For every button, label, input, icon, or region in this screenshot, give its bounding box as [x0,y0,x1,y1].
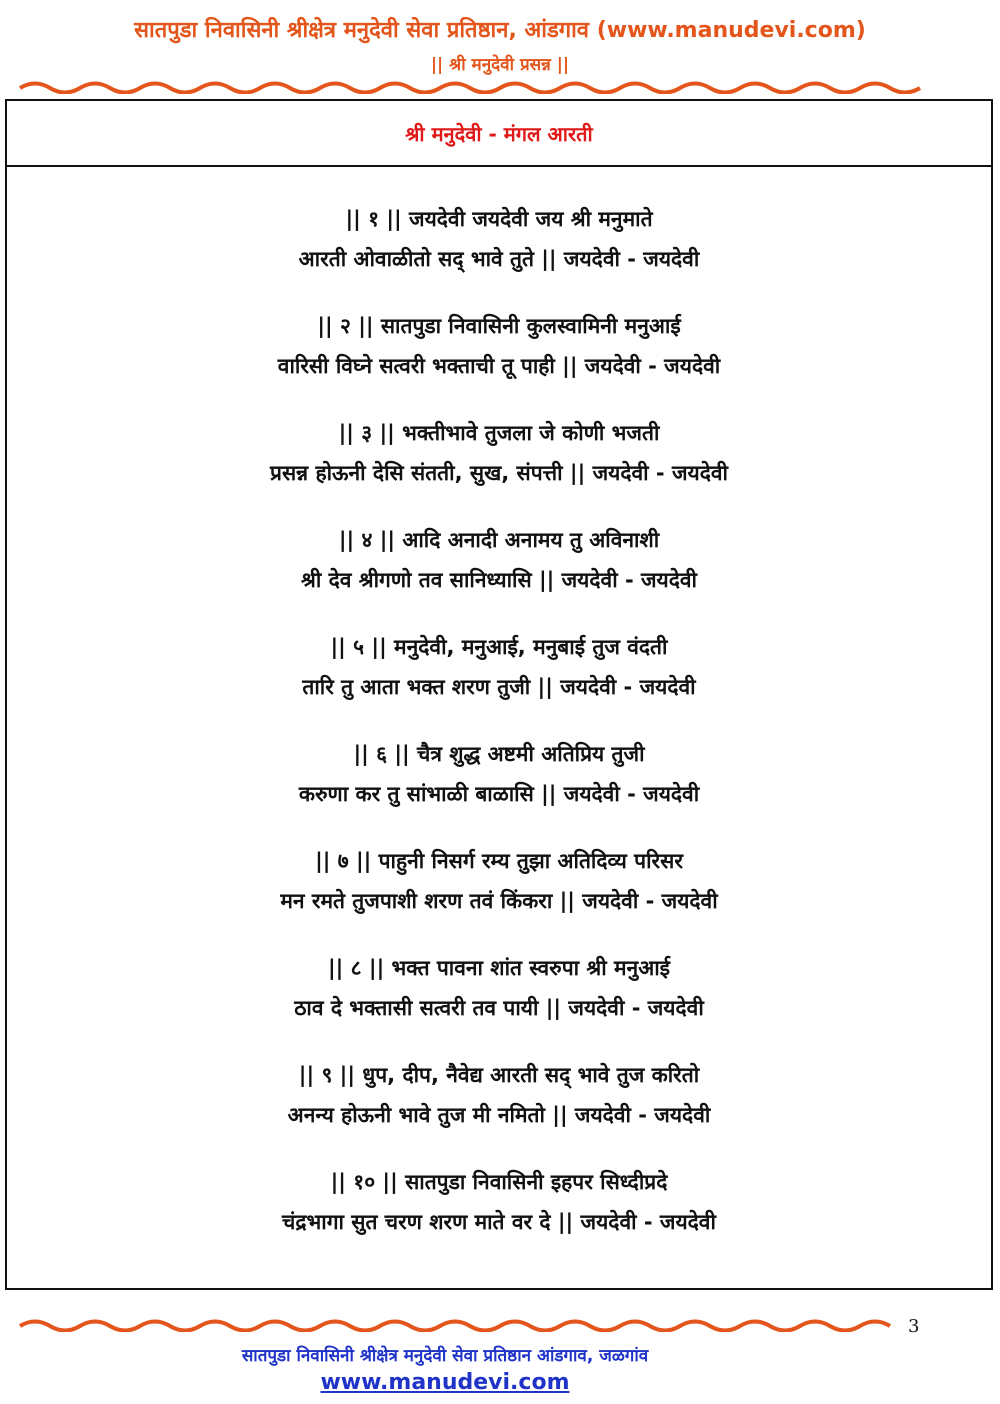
bottom-decorative-divider [0,1318,1000,1332]
verse-5 [7,627,991,707]
verse-line: || १० || सातपुडा निवासिनी इहपर सिध्दीप्रदे [330,1170,668,1194]
verse-line: || ७ || पाहुनी निसर्ग रम्य तुझा अतिदिव्य परिसर [315,849,683,873]
verse-line: आरती ओवाळीतो सद् भावे तुते || जयदेवी - जयदेवी [298,247,700,271]
verse-line: || ८ || भक्त पावना शांत स्वरुपा श्री मनुआई [328,956,670,980]
verse-line: करुणा कर तु सांभाळी बाळासि || जयदेवी - जयदेवी [298,782,700,806]
verse-line: मन रमते तुजपाशी शरण तवं किंकरा || जयदेवी - जयदेवी [280,889,718,913]
verse-line: ठाव दे भक्तासी सत्वरी तव पायी || जयदेवी - जयदेवी [294,996,704,1020]
footer-website-link[interactable]: www.manudevi.com [320,1370,570,1395]
header-subtitle: || श्री मनुदेवी प्रसन्न || [430,55,570,75]
verse-1 [7,199,991,279]
verse-2 [7,306,991,386]
verse-8 [7,948,991,1028]
verse-list [7,199,991,1269]
verse-line: श्री देव श्रीगणो तव सानिध्यासि || जयदेवी - जयदेवी [300,568,697,592]
verse-4 [7,520,991,600]
top-decorative-divider [0,80,1000,94]
verse-7 [7,841,991,921]
verse-line: || १ || जयदेवी जयदेवी जय श्री मनुमाते [345,207,653,231]
aarti-title: श्री मनुदेवी - मंगल आरती [405,121,593,146]
aarti-box-header [7,101,991,167]
aarti-box [5,99,993,1290]
verse-line: वारिसी विघ्ने सत्वरी भक्ताची तू पाही || जयदेवी - जयदेवी [277,354,721,378]
verse-line: || ६ || चैत्र शुद्ध अष्टमी अतिप्रिय तुजी [353,742,645,766]
verse-line: || ३ || भक्तीभावे तुजला जे कोणी भजती [338,421,660,445]
top-divider-wave [20,84,920,93]
verse-line: || ५ || मनुदेवी, मनुआई, मनुबाई तुज वंदती [330,635,668,659]
verse-line: || ४ || आदि अनादी अनामय तु अविनाशी [338,528,660,552]
verse-line: तारि तु आता भक्त शरण तुजी || जयदेवी - जयदेवी [302,675,696,699]
verse-9 [7,1055,991,1135]
footer-title: सातपुडा निवासिनी श्रीक्षेत्र मनुदेवी सेवा प्रतिष्ठान आंडगाव, जळगांव [241,1346,649,1366]
page-number: 3 [908,1316,920,1337]
verse-10 [7,1162,991,1242]
bottom-divider-wave [20,1322,890,1331]
verse-line: || ९ || धुप, दीप, नैवेद्य आरती सद् भावे तुज करितो [298,1063,700,1087]
verse-line: || २ || सातपुडा निवासिनी कुलस्वामिनी मनुआई [317,314,681,338]
verse-line: अनन्य होऊनी भावे तुज मी नमितो || जयदेवी - जयदेवी [287,1103,711,1127]
verse-6 [7,734,991,814]
header-title: सातपुडा निवासिनी श्रीक्षेत्र मनुदेवी सेवा प्रतिष्ठान, आंडगाव (www.manudevi.com) [134,18,866,43]
verse-line: प्रसन्न होऊनी देसि संतती, सुख, संपत्ती || जयदेवी - जयदेवी [270,461,728,485]
verse-line: चंद्रभागा सुत चरण शरण माते वर दे || जयदेवी - जयदेवी [282,1210,716,1234]
verse-3 [7,413,991,493]
